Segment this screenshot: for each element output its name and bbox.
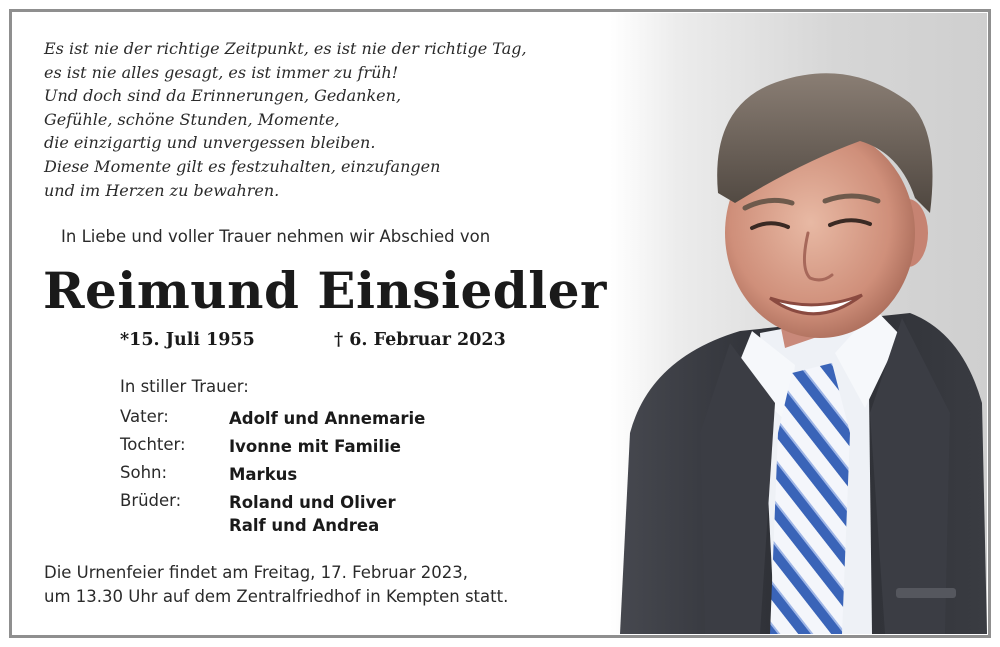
poem-line: Diese Momente gilt es festzuhalten, einzufangen [44,156,441,176]
life-dates [120,330,506,350]
mourner-row [120,407,480,435]
mourner-names [229,463,297,486]
ceremony-line: um 13.30 Uhr auf dem Zentralfriedhof in Kempten statt. [44,587,509,606]
mourner-row [120,463,480,491]
poem-line: die einzigartig und unvergessen bleiben. [44,133,376,153]
portrait-photo [610,13,987,634]
mourner-names [229,491,396,537]
poem-line: Gefühle, schöne Stunden, Momente, [44,109,340,129]
relation-label: Tochter: [120,435,186,454]
portrait-illustration [610,13,987,634]
ceremony-line: Die Urnenfeier findet am Freitag, 17. Februar 2023, [44,563,468,582]
mourners-list [120,407,480,543]
mourner-name: Adolf und Annemarie [229,409,426,428]
birth-date: *15. Juli 1955 [120,330,255,350]
poem-line: und im Herzen zu bewahren. [44,180,280,200]
mourner-row [120,491,480,543]
mourner-names [229,435,401,458]
mourner-names [229,407,425,430]
mourner-name: Markus [229,465,298,484]
relation-label: Vater: [120,407,169,426]
poem-line: es ist nie alles gesagt, es ist immer zu früh! [44,62,399,82]
mourner-name: Ivonne mit Familie [229,437,401,456]
mourner-name: Ralf und Andrea [229,516,380,535]
mourners-heading: In stiller Trauer: [120,377,249,396]
poem-line: Es ist nie der richtige Zeitpunkt, es ist nie der richtige Tag, [44,39,527,58]
relation-label: Sohn: [120,463,168,482]
death-date: † 6. Februar 2023 [334,330,506,350]
obituary-notice [13,13,987,634]
mourner-row [120,435,480,463]
mourner-name: Roland und Oliver [229,493,396,512]
farewell-intro: In Liebe und voller Trauer nehmen wir Abschied von [61,227,491,246]
ceremony-info [44,561,508,609]
relation-label: Brüder: [120,491,182,510]
memorial-poem [44,37,527,202]
deceased-name: Reimund Einsiedler [43,261,607,320]
poem-line: Und doch sind da Erinnerungen, Gedanken, [44,86,402,106]
